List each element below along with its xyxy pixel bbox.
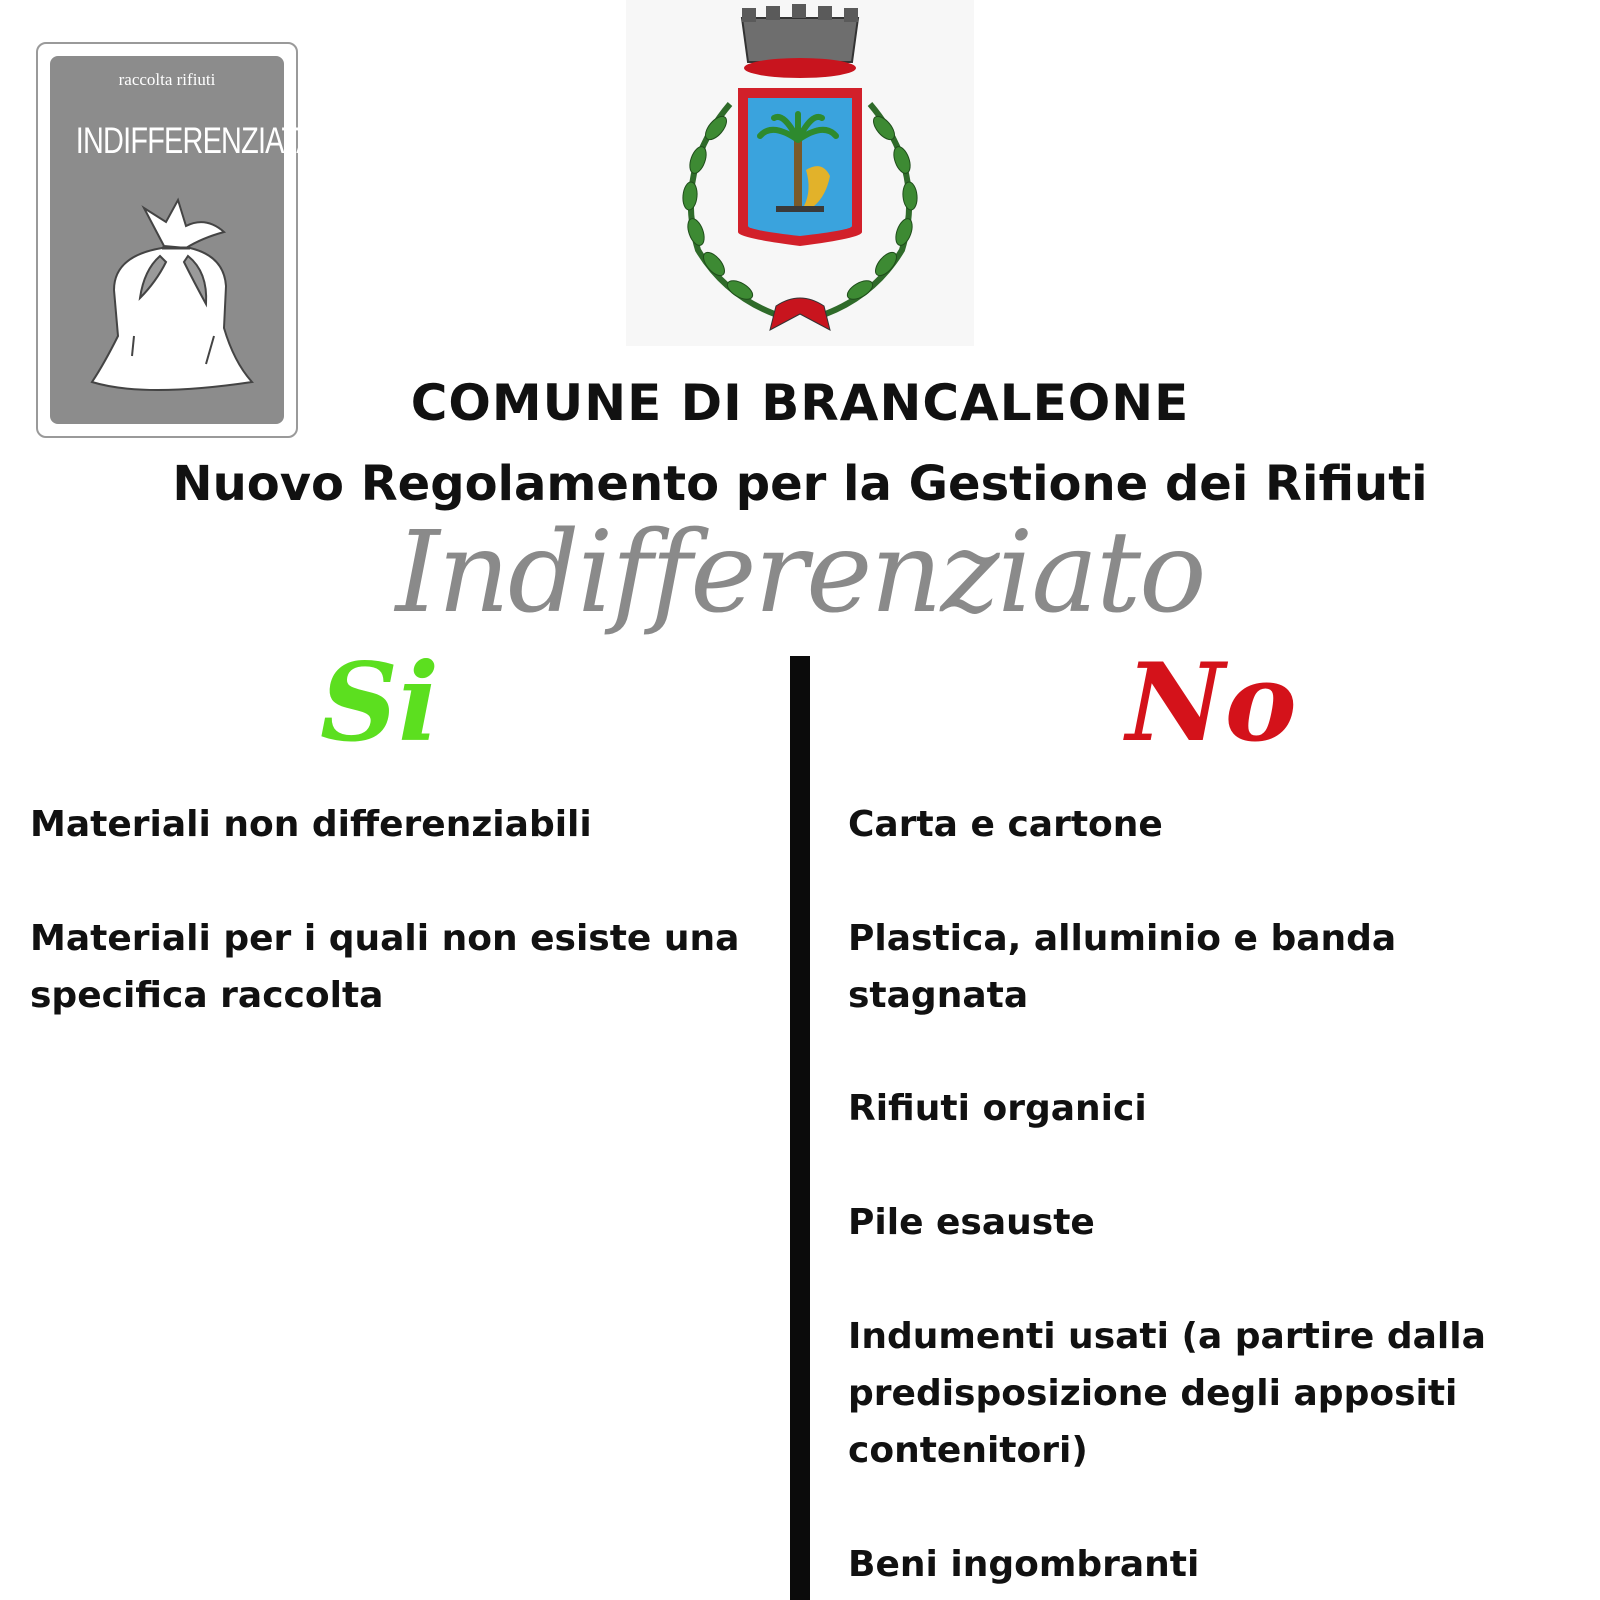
no-item: Indumenti usati (a partire dalla predisposizione degli appositi contenitori) bbox=[848, 1316, 1486, 1471]
waste-category-title: Indifferenziato bbox=[395, 508, 1205, 638]
yes-item: Materiali per i quali non esiste una specifica raccolta bbox=[30, 918, 740, 1016]
yes-heading: Si bbox=[320, 640, 440, 766]
no-item: Plastica, alluminio e banda stagnata bbox=[848, 918, 1397, 1016]
no-item: Beni ingombranti bbox=[848, 1544, 1200, 1585]
municipality-title: COMUNE DI BRANCALEONE bbox=[410, 374, 1190, 432]
regulation-subtitle: Nuovo Regolamento per la Gestione dei Rifiuti bbox=[172, 456, 1428, 512]
bin-sign-panel bbox=[50, 56, 315, 424]
yes-item: Materiali non differenziabili bbox=[30, 804, 592, 845]
no-heading: No bbox=[1126, 640, 1297, 766]
no-item: Rifiuti organici bbox=[848, 1088, 1147, 1129]
coat-of-arms-icon bbox=[626, 0, 974, 346]
bin-sign-big-label: INDIFFERENZIATA bbox=[75, 120, 315, 161]
no-item: Pile esauste bbox=[848, 1202, 1095, 1243]
bin-sign-small-label: raccolta rifiuti bbox=[118, 70, 216, 89]
no-item: Carta e cartone bbox=[848, 804, 1163, 845]
trash-bag-icon bbox=[74, 186, 264, 396]
column-divider bbox=[790, 656, 810, 1600]
